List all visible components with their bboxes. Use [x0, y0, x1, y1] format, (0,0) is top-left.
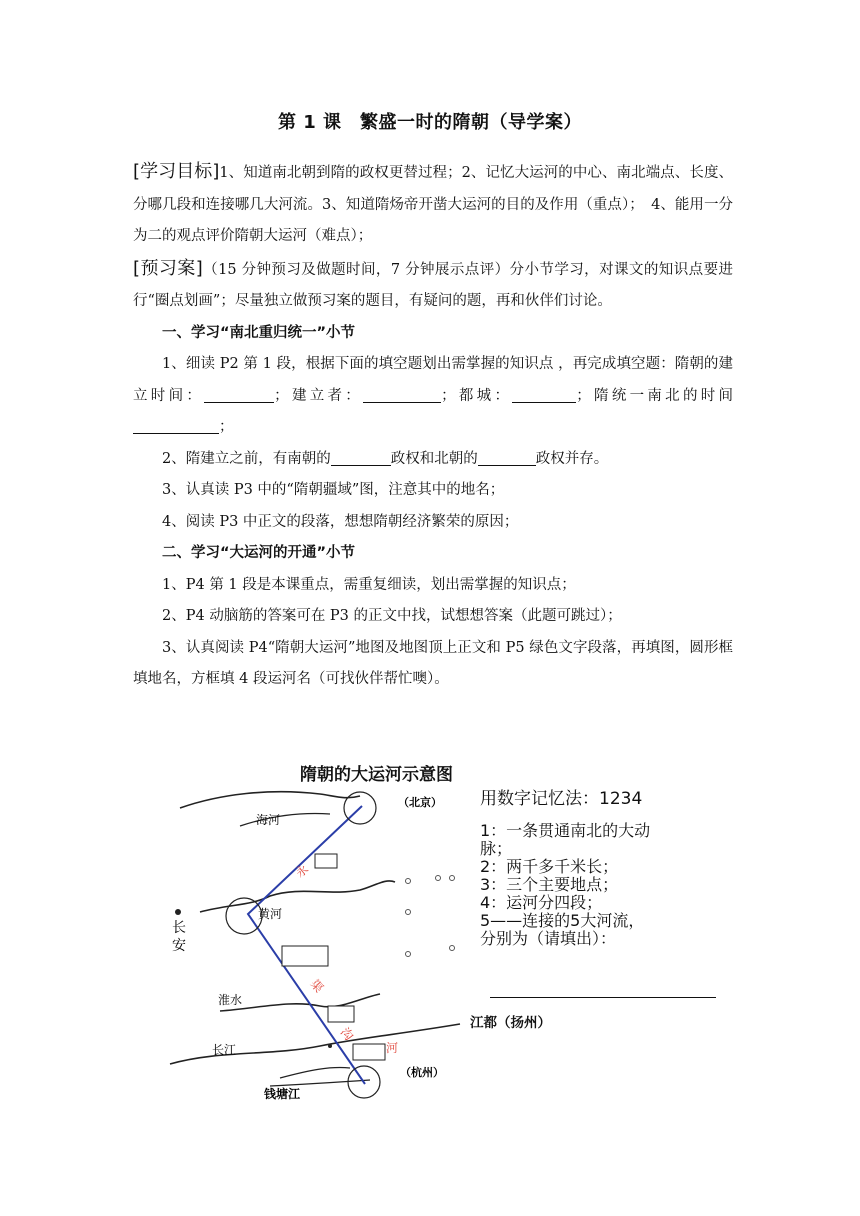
q2-text-c: 政权并存。 — [535, 450, 609, 467]
label-changan-2: 安 — [172, 938, 186, 954]
section2-q3: 3、认真阅读 P4“隋朝大运河”地图及地图顶上正文和 P5 绿色文字段落，再填图，圆形框填地名，方框填 4 段运河名（可找伙伴帮忙噢）。 — [133, 639, 733, 687]
preview-plan — [133, 253, 733, 318]
note-line-2: 2：两千多千米长； — [480, 857, 619, 876]
rivers-answer-blank[interactable] — [490, 997, 716, 998]
note-line-5: 5——连接的5大河流， — [480, 911, 645, 930]
preview-tag: [预习案] — [133, 257, 203, 279]
note-line-6: 分别为（请填出）： — [480, 929, 617, 948]
label-haihe: 海河 — [256, 813, 281, 827]
note-line-4: 4：运河分四段； — [480, 893, 603, 912]
haihe-river — [180, 792, 360, 808]
page-title: 第 1 课 繁盛一时的隋朝（导学案） — [277, 112, 583, 133]
huaishui-river — [220, 994, 380, 1011]
canal-box-1 — [315, 854, 337, 868]
label-changjiang: 长江 — [212, 1043, 237, 1057]
blank-southern-regime[interactable] — [331, 449, 391, 466]
map-title: 隋朝的大运河示意图 — [300, 765, 453, 785]
label-beijing: （北京） — [398, 796, 442, 809]
canal-line — [248, 806, 365, 1084]
q1-text-d: ；隋统一南北的时间 — [576, 387, 734, 404]
red-canal-char-4: 河 — [386, 1041, 399, 1055]
section1-q3: 3、认真读 P3 中的“隋朝疆域”图，注意其中的地名； — [162, 482, 505, 498]
blank-founding-time[interactable] — [204, 386, 274, 403]
note-line-1b: 脉； — [480, 839, 513, 858]
q1-text-a: 1、细读 P2 第 1 段，根据下面的填空题划出需掌握的知识点 ，再完成填空题：隋朝的建立时间： — [133, 356, 733, 404]
label-jiangdu: 江都（扬州） — [470, 1015, 551, 1031]
note-line-1a: 1：一条贯通南北的大动 — [480, 821, 651, 840]
label-qiantangjiang: 钱塘江 — [264, 1087, 301, 1101]
label-huanghe: 黄河 — [258, 907, 283, 921]
red-canal-char-3: 沟 — [337, 1024, 357, 1044]
blank-founder[interactable] — [363, 386, 441, 403]
blank-unification-time[interactable] — [133, 417, 219, 434]
section2-q1: 1、P4 第 1 段是本课重点，需重复细读，划出需掌握的知识点； — [162, 576, 576, 593]
jiangdu-dot — [328, 1044, 332, 1048]
section1-heading: 一、学习“南北重归统一”小节 — [162, 324, 356, 341]
label-hangzhou: （杭州） — [400, 1066, 444, 1079]
red-canal-char-1: 永 — [292, 861, 312, 881]
blank-northern-regime[interactable] — [478, 449, 536, 466]
section1-q1 — [133, 349, 733, 444]
learning-goals — [133, 156, 733, 253]
q2-text-b: 政权和北朝的 — [390, 450, 478, 467]
goals-tag: [学习目标] — [133, 161, 220, 182]
memory-notes — [480, 790, 740, 948]
canal-box-2 — [282, 946, 328, 966]
note-line-3: 3：三个主要地点； — [480, 875, 619, 894]
qiantang-river — [270, 1080, 370, 1086]
red-canal-char-2: 渠 — [307, 976, 327, 996]
blank-capital[interactable] — [512, 386, 576, 403]
huanghe-river — [200, 881, 395, 912]
q1-text-b: ；建立者： — [274, 387, 364, 404]
notes-head: 用数字记忆法：1234 — [480, 789, 643, 809]
q1-text-c: ；都城： — [441, 387, 513, 404]
section2-q2: 2、P4 动脑筋的答案可在 P3 的正文中找，试想想答案（此题可跳过）； — [162, 608, 622, 624]
goals-text: 1、知道南北朝到隋的政权更替过程；2、记忆大运河的中心、南北端点、长度、分哪几段和连接哪几大河流。3、知道隋炀帝开凿大运河的目的及作用（重点）； 4、能用一分为二的观点评价隋朝大运河（难点）； — [133, 165, 734, 244]
worksheet-body — [133, 156, 733, 696]
section1-q2 — [133, 444, 733, 476]
label-huaishui: 淮水 — [218, 993, 243, 1007]
canal-box-4 — [353, 1044, 385, 1060]
q1-text-e: ； — [219, 419, 234, 435]
haihe-tributary — [240, 814, 330, 827]
preview-text: （15 分钟预习及做题时间，7 分钟展示点评）分小节学习，对课文的知识点要进行“圈点划画”；尽量独立做预习案的题目，有疑问的题，再和伙伴们讨论。 — [133, 261, 733, 309]
label-changan-1: 长 — [172, 920, 186, 936]
canal-box-3 — [328, 1006, 354, 1022]
section2-heading: 二、学习“大运河的开通”小节 — [162, 545, 356, 561]
section1-q4: 4、阅读 P3 中正文的段落，想想隋朝经济繁荣的原因； — [162, 513, 519, 530]
grand-canal-map — [160, 786, 490, 1108]
changan-dot — [175, 909, 181, 915]
changjiang-bank — [280, 1067, 350, 1078]
q2-text-a: 2、隋建立之前，有南朝的 — [162, 450, 331, 467]
